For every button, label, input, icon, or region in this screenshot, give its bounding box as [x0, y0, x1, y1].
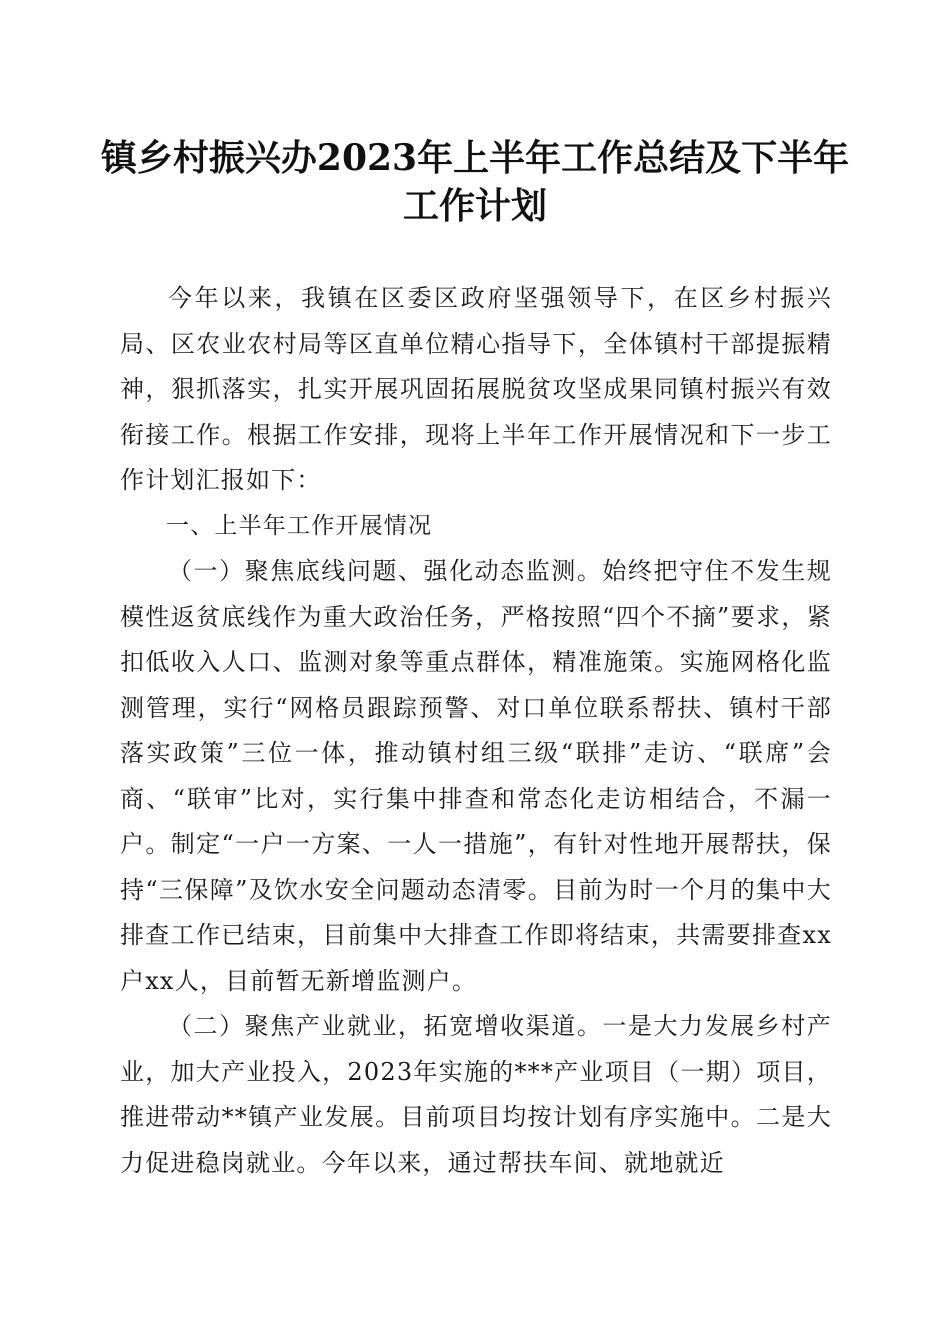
paragraph-lead: （一）聚焦底线问题、强化动态监测。 [168, 557, 603, 585]
paragraph-text: 一是大力发展乡村产业，加大产业投入，2023年实施的***产业项目（一期）项目，推进带动**镇产业发展。目前项目均按计划有序实施中。二是大力促进稳岗就业。今年以来，通过帮扶车间、就地就近 [120, 1012, 832, 1177]
document-body [120, 276, 832, 1186]
paragraph-lead: （二）聚焦产业就业，拓宽增收渠道。 [168, 1012, 603, 1040]
paragraph-industry [120, 1004, 832, 1186]
section-heading: 一、上半年工作开展情况 [166, 512, 433, 539]
paragraph-monitoring [120, 549, 832, 1004]
document-title: 镇乡村振兴办2023年上半年工作总结及下半年工作计划 [100, 137, 850, 227]
paragraph-text: 始终把守住不发生规模性返贫底线作为重大政治任务，严格按照“四个不摘”要求，紧扣低收入人口、监测对象等重点群体，精准施策。实施网格化监测管理，实行“网格员跟踪预警、对口单位联系帮扶、镇村干部落实政策”三位一体，推动镇村组三级“联排”走访、“联席”会商、“联审”比对，实行集中排查和常态化走访相结合，不漏一户。制定“一户一方案、一人一措施”，有针对性地开展帮扶，保持“三保障”及饮水安全问题动态清零。目前为时一个月的集中大排查工作已结束，目前集中大排查工作即将结束，共需要排查xx户xx人，目前暂无新增监测户。 [120, 557, 832, 995]
intro-paragraph: 今年以来，我镇在区委区政府坚强领导下，在区乡村振兴局、区农业农村局等区直单位精心指导下，全体镇村干部提振精神，狠抓落实，扎实开展巩固拓展脱贫攻坚成果同镇村振兴有效衔接工作。根据工作安排，现将上半年工作开展情况和下一步工作计划汇报如下： [120, 284, 832, 494]
